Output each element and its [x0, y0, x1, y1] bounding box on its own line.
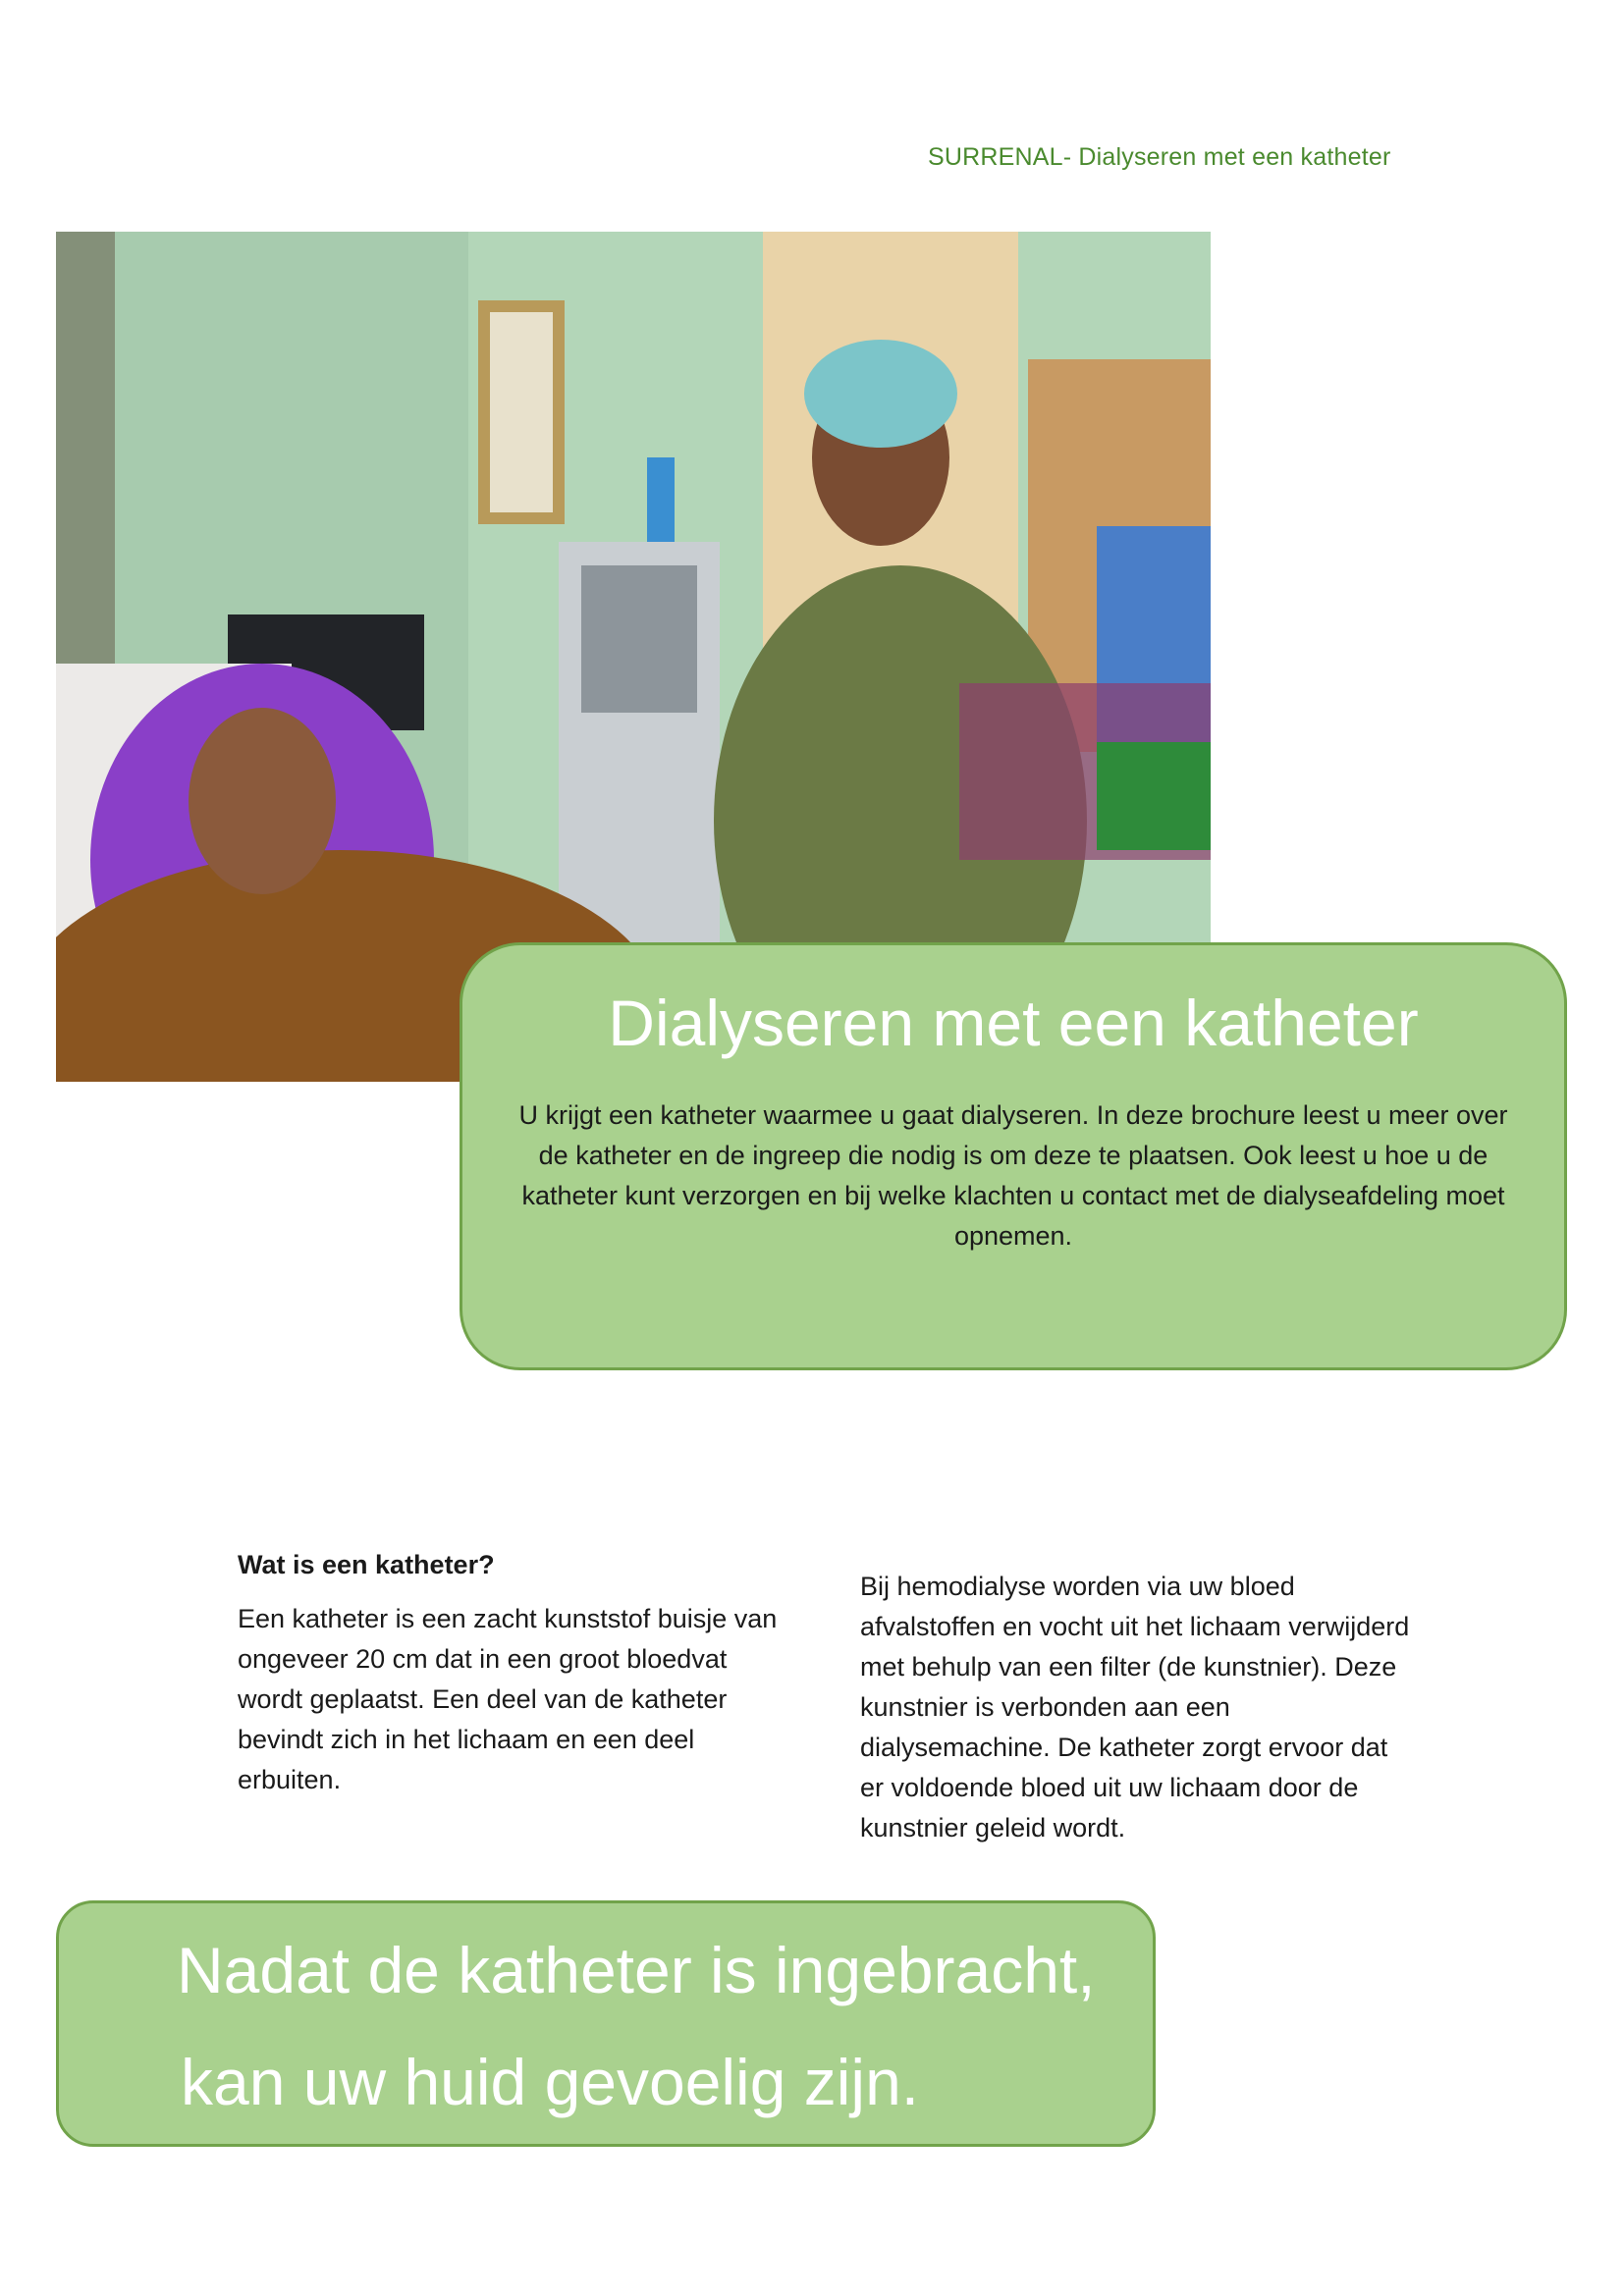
intro-paragraph: U krijgt een katheter waarmee u gaat dialyseren. In deze brochure leest u meer over de katheter en de ingreep die nodig is om deze te plaatsen. Ook leest u hoe u de katheter kunt verzorgen en bij welke klachten u contact met de dialyseafdeling moet opnemen. [518, 1100, 1508, 1252]
callout-line-2: kan uw huid gevoelig zijn. [181, 2046, 920, 2118]
page-title: Dialyseren met een katheter [608, 987, 1419, 1059]
left-paragraph: Een katheter is een zacht kunststof buisje van ongeveer 20 cm dat in een groot bloedvat wordt geplaatst. Een deel van de katheter bevindt zich in het lichaam en een deel erbuiten. [238, 1604, 778, 1794]
right-paragraph: Bij hemodialyse worden via uw bloed afvalstoffen en vocht uit het lichaam verwijderd met behulp van een filter (de kunstnier). Deze kunstnier is verbonden aan een dialysemachine. De katheter zorgt ervoor dat er voldoende bloed uit uw lichaam door de kunstnier geleid wordt. [860, 1572, 1410, 1842]
section-heading: Wat is een katheter? [238, 1550, 495, 1579]
right-column [860, 1567, 1410, 1848]
callout-line-1: Nadat de katheter is ingebracht, [177, 1934, 1096, 2006]
title-card [460, 942, 1567, 1370]
left-column [238, 1545, 787, 1800]
callout-box [56, 1900, 1156, 2147]
running-header: SURRENAL- Dialyseren met een katheter [928, 143, 1391, 171]
